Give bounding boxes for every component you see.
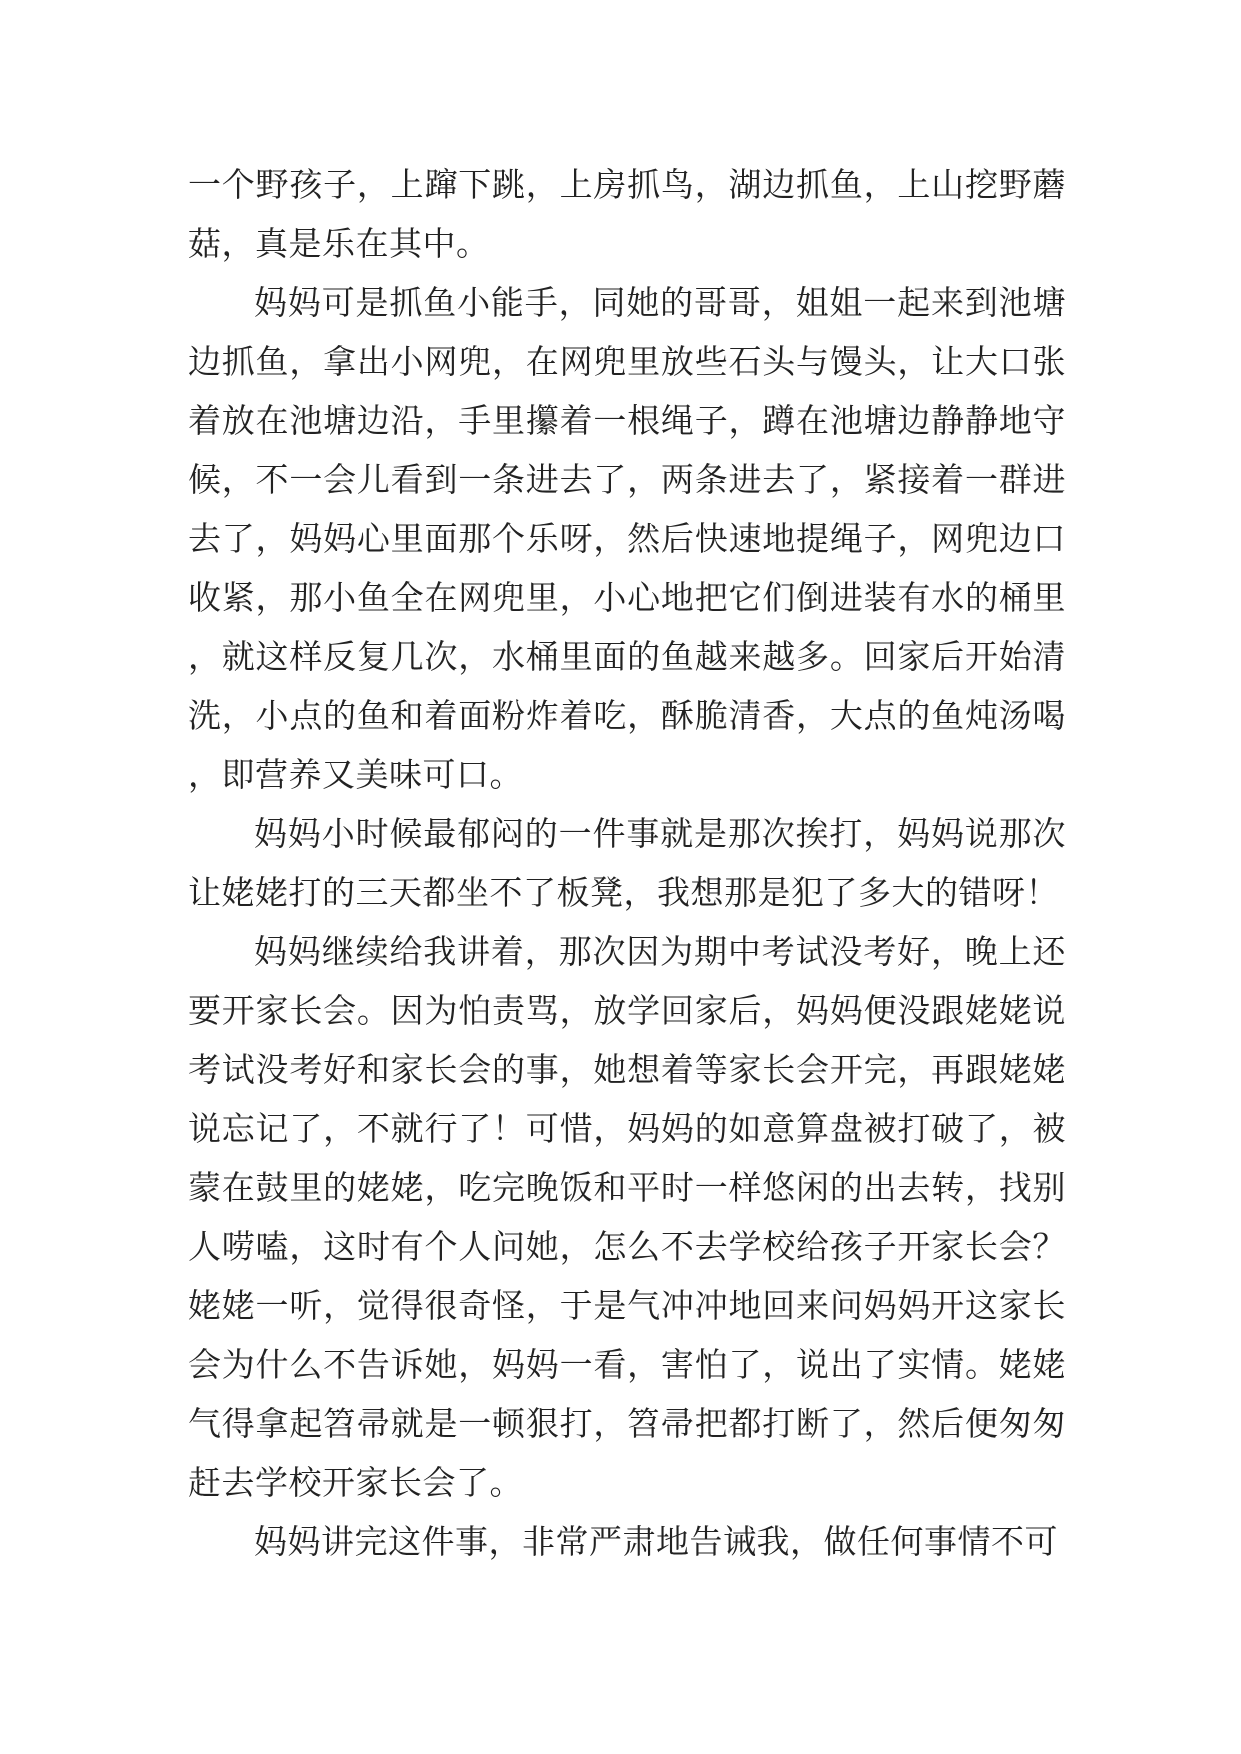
paragraph-4: 妈妈继续给我讲着，那次因为期中考试没考好，晚上还要开家长会。因为怕责骂，放学回家后，妈妈便没跟姥姥说考试没考好和家长会的事，她想着等家长会开完，再跟姥姥说忘记了，不就行了！可惜，妈妈的如意算盘被打破了，被蒙在鼓里的姥姥，吃完晚饭和平时一样悠闲的出去转，找别人唠嗑，这时有个人问她，怎么不去学校给孩子开家长会？姥姥一听，觉得很奇怪，于是气冲冲地回来问妈妈开这家长会为什么不告诉她，妈妈一看，害怕了，说出了实情。姥姥气得拿起笤帚就是一顿狠打，笤帚把都打断了，然后便匆匆赶去学校开家长会了。 (188, 932, 1066, 1502)
paragraph-2: 妈妈可是抓鱼小能手，同她的哥哥，姐姐一起来到池塘边抓鱼，拿出小网兜，在网兜里放些石头与馒头，让大口张着放在池塘边沿，手里攥着一根绳子，蹲在池塘边静静地守候，不一会儿看到一条进去了，两条进去了，紧接着一群进去了，妈妈心里面那个乐呀，然后快速地提绳子，网兜边口收紧，那小鱼全在网兜里，小心地把它们倒进装有水的桶里，就这样反复几次，水桶里面的鱼越来越多。回家后开始清洗，小点的鱼和着面粉炸着吃，酥脆清香，大点的鱼炖汤喝，即营养又美味可口。 (188, 283, 1066, 794)
paragraph-1: 一个野孩子，上蹿下跳，上房抓鸟，湖边抓鱼，上山挖野蘑菇，真是乐在其中。 (188, 165, 1066, 263)
paragraph-5: 妈妈讲完这件事，非常严肃地告诫我，做任何事情不可 (254, 1522, 1058, 1561)
paragraph-3: 妈妈小时候最郁闷的一件事就是那次挨打，妈妈说那次让姥姥打的三天都坐不了板凳，我想那是犯了多大的错呀！ (188, 814, 1066, 912)
body-text (188, 155, 1066, 1571)
